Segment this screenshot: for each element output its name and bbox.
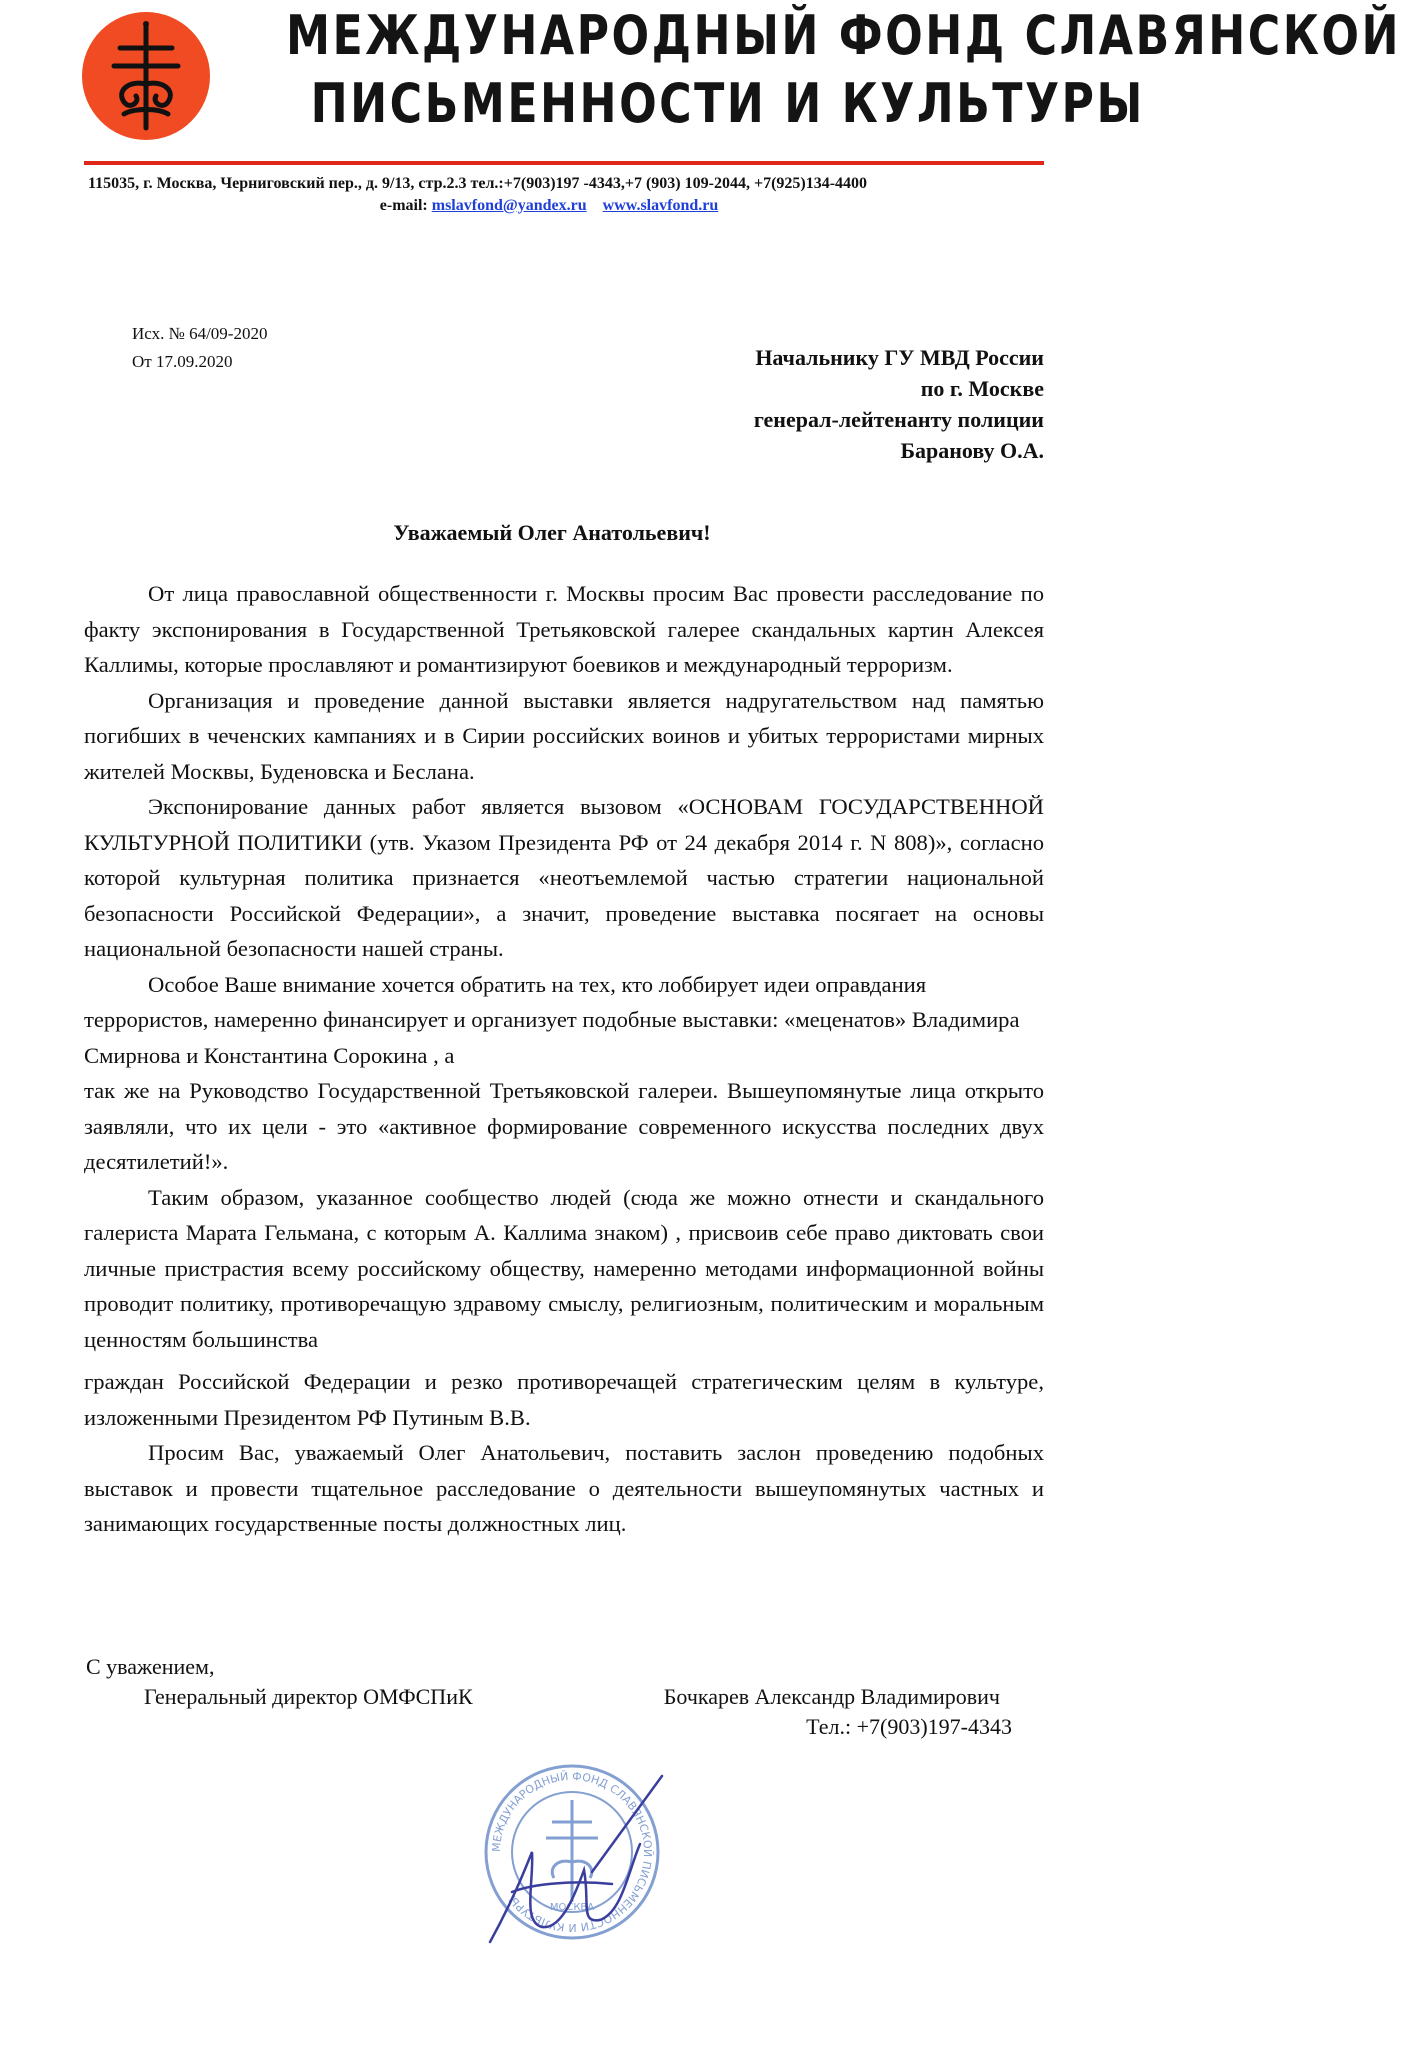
signatory-phone: Тел.: +7(903)197-4343 — [806, 1714, 1012, 1739]
signatory-position: Генеральный директор ОМФСПиК — [144, 1684, 473, 1709]
website-link[interactable]: www.slavfond.ru — [602, 197, 719, 214]
reference-number: Исх. № 64/09-2020 — [132, 324, 268, 343]
address-line: 115035, г. Москва, Черниговский пер., д. 9/13, стр.2.3 тел.:+7(903)197 -4343,+7 (903) 109-2044, +7(925)134-4400 — [88, 175, 868, 192]
paragraph-1: От лица православной общественности г. Москвы просим Вас провести расследование по факту экспонирования в Государственной Третьяковской галерее скандальных картин Алексея Каллимы, которые прославляют и романтизируют боевиков и международный терроризм. — [84, 581, 1044, 677]
contact-block — [84, 173, 1044, 217]
seal-stamp-icon — [472, 1752, 672, 1952]
closing-regards: С уважением, — [86, 1654, 215, 1679]
paragraph-2: Организация и проведение данной выставки является надругательством над памятью погибших в чеченских кампаниях и в Сирии российских воинов и убитых террористами мирных жителей Москвы, Буденовска и Беслана. — [84, 687, 1044, 784]
addressee-line-1: Начальнику ГУ МВД России — [755, 345, 1044, 370]
foundation-logo-icon — [80, 10, 212, 142]
svg-text:МОСКВА: МОСКВА — [549, 1902, 595, 1913]
signatory-row — [86, 1682, 1046, 1712]
organization-title-line-1: МЕЖДУНАРОДНЫЙ ФОНД СЛАВЯНСКОЙ — [286, 4, 1401, 67]
paragraph-5: так же на Руководство Государственной Третьяковской галереи. Вышеупомянутые лица открыто заявляли, что их цели - это «активное формирование современного искусства последних двух десятилетий!». — [84, 1078, 1044, 1174]
organization-title-line-2: ПИСЬМЕННОСТИ И КУЛЬТУРЫ — [310, 72, 1145, 135]
addressee-block — [754, 342, 1044, 466]
outgoing-reference — [132, 320, 267, 376]
header-divider — [84, 161, 1044, 165]
reference-date: От 17.09.2020 — [132, 352, 233, 371]
email-link[interactable]: mslavfond@yandex.ru — [431, 197, 587, 214]
addressee-line-4: Баранову О.А. — [900, 438, 1044, 463]
paragraph-6: Таким образом, указанное сообщество людей (сюда же можно отнести и скандального галериста Марата Гельмана, с которым А. Каллима знаком) , присвоив себе право диктовать свои личные пристрастия всему российскому обществу, намеренно методами информационной войны проводит политику, противоречащую здравому смыслу, религиозным, политическим и моральным ценностям большинства — [84, 1184, 1044, 1352]
organization-title — [286, 2, 1401, 138]
svg-text:МЕЖДУНАРОДНЫЙ ФОНД СЛАВЯНСКОЙ: МЕЖДУНАРОДНЫЙ ФОНД СЛАВЯНСКОЙ ПИСЬМЕННОСТИ И КУЛЬТУРЫ — [489, 1769, 655, 1935]
email-label: e-mail: — [379, 197, 428, 214]
email-line — [54, 195, 1044, 217]
paragraph-3: Экспонирование данных работ является вызовом «ОСНОВАМ ГОСУДАРСТВЕННОЙ КУЛЬТУРНОЙ ПОЛИТИКИ (утв. Указом Президента РФ от 24 декабря 2014 г. N 808)», согласно которой культурная политика признается «неотъемлемой частью стратегии национальной безопасности Российской Федерации», а значит, проведение выставка посягает на основы национальной безопасности нашей страны. — [84, 794, 1044, 961]
signatory-name: Бочкарев Александр Владимирович — [663, 1684, 1000, 1709]
paragraph-8: Просим Вас, уважаемый Олег Анатольевич, поставить заслон проведению подобных выставок и провести тщательное расследование о деятельности вышеупомянутых частных и занимающих государственные посты должностных лиц. — [84, 1440, 1044, 1536]
letter-body — [84, 576, 1044, 1542]
addressee-line-3: генерал-лейтенанту полиции — [753, 407, 1044, 432]
closing-block — [86, 1652, 1046, 1742]
paragraph-7: граждан Российской Федерации и резко противоречащей стратегическим целям в культуре, изложенными Президентом РФ Путиным В.В. — [84, 1369, 1044, 1430]
addressee-line-2: по г. Москве — [920, 376, 1044, 401]
paragraph-4: Особое Ваше внимание хочется обратить на тех, кто лоббирует идеи оправдания террористов, намеренно финансирует и организует подобные выставки: «меценатов» Владимира Смирнова и Константина Сорокина , а — [84, 971, 1020, 1068]
salutation: Уважаемый Олег Анатольевич! — [393, 520, 711, 545]
